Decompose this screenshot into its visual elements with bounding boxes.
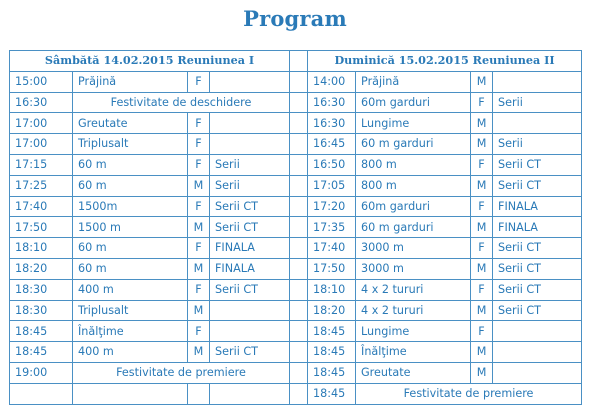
round-cell: Serii xyxy=(210,175,290,196)
round-cell xyxy=(210,321,290,342)
time-cell: 17:15 xyxy=(10,154,73,175)
column-gap xyxy=(290,321,308,342)
time-cell: 18:45 xyxy=(308,321,356,342)
column-gap xyxy=(290,134,308,155)
time-cell: 18:30 xyxy=(10,279,73,300)
gender-cell: M xyxy=(471,134,493,155)
time-cell: 17:40 xyxy=(10,196,73,217)
event-cell: 60 m xyxy=(73,238,188,259)
round-cell xyxy=(210,113,290,134)
time-cell: 19:00 xyxy=(10,362,73,383)
round-cell xyxy=(210,383,290,404)
gender-cell: F xyxy=(471,196,493,217)
time-cell: 15:00 xyxy=(10,71,73,92)
table-row xyxy=(10,279,582,300)
round-cell xyxy=(210,300,290,321)
round-cell: Serii xyxy=(493,134,582,155)
gender-cell: M xyxy=(471,71,493,92)
gender-cell: M xyxy=(471,362,493,383)
event-cell: 60 m garduri xyxy=(356,217,471,238)
time-cell xyxy=(10,383,73,404)
table-row xyxy=(10,362,582,383)
column-gap xyxy=(290,383,308,404)
column-gap xyxy=(290,258,308,279)
gender-cell: M xyxy=(471,217,493,238)
day1-header: Sâmbătă 14.02.2015 Reuniunea I xyxy=(10,51,290,72)
gender-cell: M xyxy=(471,175,493,196)
table-row xyxy=(10,383,582,404)
event-cell: 60 m xyxy=(73,258,188,279)
time-cell: 18:30 xyxy=(10,300,73,321)
event-cell: 400 m xyxy=(73,342,188,363)
table-row xyxy=(10,258,582,279)
gender-cell: M xyxy=(471,113,493,134)
time-cell: 17:00 xyxy=(10,113,73,134)
time-cell: 18:45 xyxy=(308,342,356,363)
gender-cell: F xyxy=(471,154,493,175)
schedule-table xyxy=(9,50,582,405)
time-cell: 18:45 xyxy=(308,383,356,404)
round-cell xyxy=(493,113,582,134)
table-row xyxy=(10,300,582,321)
time-cell: 16:30 xyxy=(308,113,356,134)
time-cell: 16:30 xyxy=(10,92,73,113)
event-cell xyxy=(73,383,188,404)
event-cell: 3000 m xyxy=(356,258,471,279)
event-cell: 800 m xyxy=(356,175,471,196)
event-cell: 1500 m xyxy=(73,217,188,238)
column-gap xyxy=(290,175,308,196)
table-header-row xyxy=(10,51,582,72)
round-cell: Serii CT xyxy=(493,279,582,300)
time-cell: 16:30 xyxy=(308,92,356,113)
event-cell: 60 m xyxy=(73,175,188,196)
time-cell: 17:25 xyxy=(10,175,73,196)
time-cell: 14:00 xyxy=(308,71,356,92)
round-cell: Serii CT xyxy=(493,175,582,196)
gender-cell: M xyxy=(188,300,210,321)
event-cell: 3000 m xyxy=(356,238,471,259)
time-cell: 18:45 xyxy=(308,362,356,383)
time-cell: 18:20 xyxy=(308,300,356,321)
time-cell: 18:10 xyxy=(308,279,356,300)
column-gap xyxy=(290,154,308,175)
gender-cell: M xyxy=(188,342,210,363)
round-cell: Serii CT xyxy=(493,154,582,175)
event-cell: Triplusalt xyxy=(73,134,188,155)
round-cell: Serii CT xyxy=(210,217,290,238)
event-cell: 4 x 2 tururi xyxy=(356,279,471,300)
gender-cell: M xyxy=(188,258,210,279)
gender-cell: F xyxy=(471,238,493,259)
time-cell: 17:50 xyxy=(10,217,73,238)
event-cell: 60m garduri xyxy=(356,196,471,217)
day2-header: Duminică 15.02.2015 Reuniunea II xyxy=(308,51,582,72)
page-title: Program xyxy=(243,6,347,31)
event-cell: 1500m xyxy=(73,196,188,217)
ceremony-cell: Festivitate de premiere xyxy=(356,383,582,404)
event-cell: Lungime xyxy=(356,113,471,134)
round-cell xyxy=(493,362,582,383)
round-cell: Serii CT xyxy=(210,342,290,363)
event-cell: Prăjină xyxy=(356,71,471,92)
time-cell: 16:45 xyxy=(308,134,356,155)
column-gap xyxy=(290,279,308,300)
time-cell: 18:45 xyxy=(10,342,73,363)
time-cell: 18:10 xyxy=(10,238,73,259)
event-cell: Triplusalt xyxy=(73,300,188,321)
gender-cell: F xyxy=(188,71,210,92)
column-gap xyxy=(290,217,308,238)
event-cell: 60 m xyxy=(73,154,188,175)
event-cell: Înălţime xyxy=(356,342,471,363)
gender-cell: M xyxy=(188,217,210,238)
round-cell: Serii CT xyxy=(493,258,582,279)
column-gap xyxy=(290,238,308,259)
gender-cell: F xyxy=(188,154,210,175)
event-cell: 60m garduri xyxy=(356,92,471,113)
round-cell: Serii CT xyxy=(210,279,290,300)
table-row xyxy=(10,71,582,92)
ceremony-cell: Festivitate de premiere xyxy=(73,362,290,383)
time-cell: 17:20 xyxy=(308,196,356,217)
gender-cell: F xyxy=(188,134,210,155)
round-cell: FINALA xyxy=(493,196,582,217)
table-row xyxy=(10,196,582,217)
round-cell: Serii CT xyxy=(493,300,582,321)
column-gap xyxy=(290,196,308,217)
event-cell: 800 m xyxy=(356,154,471,175)
round-cell xyxy=(493,71,582,92)
time-cell: 17:35 xyxy=(308,217,356,238)
event-cell: Lungime xyxy=(356,321,471,342)
gender-cell: M xyxy=(471,300,493,321)
time-cell: 17:40 xyxy=(308,238,356,259)
table-row xyxy=(10,113,582,134)
gender-cell: F xyxy=(188,321,210,342)
column-gap xyxy=(290,362,308,383)
round-cell: Serii xyxy=(493,92,582,113)
table-row xyxy=(10,92,582,113)
column-gap xyxy=(290,51,308,72)
round-cell: Serii CT xyxy=(493,238,582,259)
table-row xyxy=(10,175,582,196)
column-gap xyxy=(290,113,308,134)
gender-cell: F xyxy=(188,113,210,134)
gender-cell: F xyxy=(471,279,493,300)
round-cell: FINALA xyxy=(210,258,290,279)
gender-cell: M xyxy=(471,258,493,279)
event-cell: 4 x 2 tururi xyxy=(356,300,471,321)
ceremony-cell: Festivitate de deschidere xyxy=(73,92,290,113)
event-cell: Înălţime xyxy=(73,321,188,342)
table-row xyxy=(10,154,582,175)
round-cell: Serii CT xyxy=(210,196,290,217)
gender-cell xyxy=(188,383,210,404)
column-gap xyxy=(290,92,308,113)
gender-cell: F xyxy=(188,279,210,300)
round-cell xyxy=(493,321,582,342)
table-row xyxy=(10,134,582,155)
time-cell: 16:50 xyxy=(308,154,356,175)
gender-cell: F xyxy=(188,196,210,217)
table-row xyxy=(10,321,582,342)
column-gap xyxy=(290,71,308,92)
time-cell: 17:00 xyxy=(10,134,73,155)
column-gap xyxy=(290,342,308,363)
time-cell: 18:20 xyxy=(10,258,73,279)
table-row xyxy=(10,342,582,363)
round-cell xyxy=(493,342,582,363)
event-cell: 60 m garduri xyxy=(356,134,471,155)
round-cell: FINALA xyxy=(210,238,290,259)
time-cell: 18:45 xyxy=(10,321,73,342)
event-cell: 400 m xyxy=(73,279,188,300)
table-row xyxy=(10,217,582,238)
event-cell: Greutate xyxy=(73,113,188,134)
round-cell: FINALA xyxy=(493,217,582,238)
table-row xyxy=(10,238,582,259)
gender-cell: F xyxy=(471,92,493,113)
event-cell: Prăjină xyxy=(73,71,188,92)
gender-cell: F xyxy=(188,238,210,259)
gender-cell: M xyxy=(188,175,210,196)
time-cell: 17:05 xyxy=(308,175,356,196)
gender-cell: F xyxy=(471,321,493,342)
round-cell: Serii xyxy=(210,154,290,175)
time-cell: 17:50 xyxy=(308,258,356,279)
event-cell: Greutate xyxy=(356,362,471,383)
round-cell xyxy=(210,134,290,155)
round-cell xyxy=(210,71,290,92)
gender-cell: M xyxy=(471,342,493,363)
column-gap xyxy=(290,300,308,321)
